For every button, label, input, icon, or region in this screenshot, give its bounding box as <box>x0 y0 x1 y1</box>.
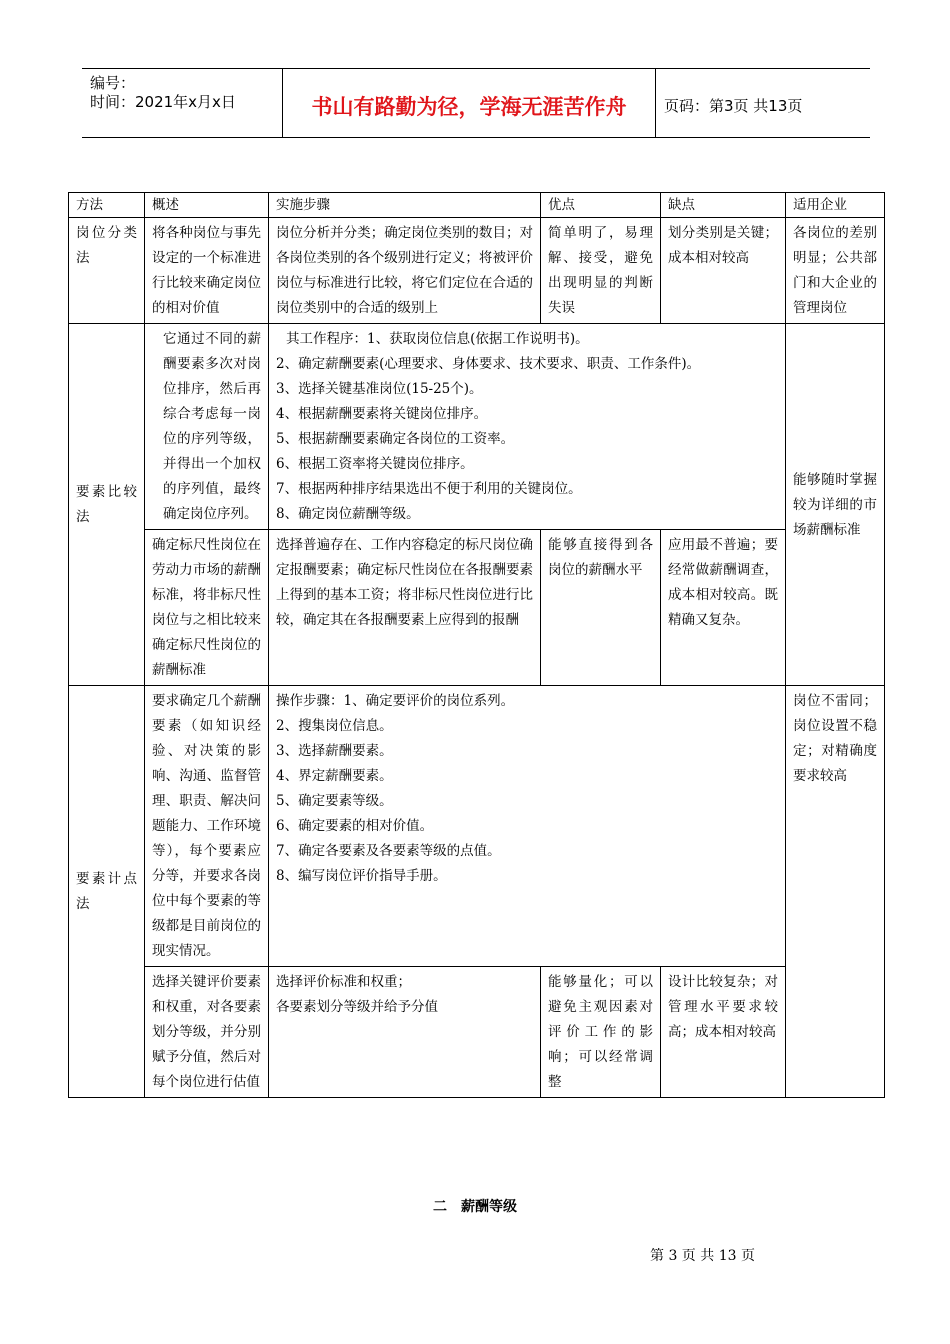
steps-cell: 选择普遍存在、工作内容稳定的标尺岗位确定报酬要素；确定标尺性岗位在各报酬要素上得到的基本工资；将非标尺性岗位进行比较，确定其在各报酬要素上应得到的报酬 <box>269 530 541 686</box>
step-item: 2、确定薪酬要素(心理要求、身体要求、技术要求、职责、工作条件)。 <box>276 356 701 372</box>
pros-cell: 能够直接得到各岗位的薪酬水平 <box>541 530 661 686</box>
column-header: 适用企业 <box>786 193 885 218</box>
step-item: 8、确定岗位薪酬等级。 <box>276 506 420 522</box>
header-page-info: 页码：第3页 共13页 <box>664 97 803 115</box>
summary-cell: 将各种岗位与事先设定的一个标准进行比较来确定岗位的相对价值 <box>145 218 269 324</box>
step-item: 6、根据工资率将关键岗位排序。 <box>276 456 474 472</box>
step-item: 其工作程序：1、获取岗位信息(依据工作说明书)。 <box>286 331 589 347</box>
method-cell: 要素计点法 <box>69 686 145 1098</box>
step-item: 选择评价标准和权重； <box>276 974 411 990</box>
cons-cell: 设计比较复杂；对管理水平要求较高；成本相对较高 <box>661 967 786 1098</box>
column-header: 实施步骤 <box>269 193 541 218</box>
evaluation-methods-table <box>68 192 885 1098</box>
header-motto: 书山有路勤为径，学海无涯苦作舟 <box>311 95 627 119</box>
fit-cell: 各岗位的差别明显；公共部门和大企业的管理岗位 <box>786 218 885 324</box>
steps-cell: 岗位分析并分类；确定岗位类别的数目；对各岗位类别的各个级别进行定义；将被评价岗位与标准进行比较，将它们定位在合适的岗位类别中的合适的级别上 <box>269 218 541 324</box>
number-label: 编号： <box>90 74 136 92</box>
date-line: 时间：2021年x月x日 <box>90 93 236 111</box>
fit-cell: 岗位不雷同；岗位设置不稳定；对精确度要求较高 <box>786 686 885 1098</box>
header-motto-box <box>282 69 656 137</box>
column-header: 缺点 <box>661 193 786 218</box>
summary-cell: 选择关键评价要素和权重，对各要素划分等级，并分别赋予分值，然后对每个岗位进行估值 <box>145 967 269 1098</box>
step-item: 5、根据薪酬要素确定各岗位的工资率。 <box>276 431 515 447</box>
step-item: 4、界定薪酬要素。 <box>276 768 393 784</box>
step-item: 7、根据两种排序结果选出不便于利用的关键岗位。 <box>276 481 582 497</box>
steps-cell <box>269 324 786 530</box>
step-item: 6、确定要素的相对价值。 <box>276 818 434 834</box>
pros-cell: 简单明了，易理解、接受，避免出现明显的判断失误 <box>541 218 661 324</box>
table-row <box>69 686 885 967</box>
summary-cell: 它通过不同的薪酬要素多次对岗位排序，然后再综合考虑每一岗位的序列等级，并得出一个加权的序列值，最终确定岗位序列。 <box>145 324 269 530</box>
table-row <box>69 324 885 530</box>
method-cell: 岗位分类法 <box>69 218 145 324</box>
step-item: 3、选择关键基准岗位(15-25个)。 <box>276 381 483 397</box>
summary-cell: 确定标尺性岗位在劳动力市场的薪酬标准，将非标尺性岗位与之相比较来确定标尺性岗位的薪酬标准 <box>145 530 269 686</box>
column-header: 优点 <box>541 193 661 218</box>
fit-cell: 能够随时掌握较为详细的市场薪酬标准 <box>786 324 885 686</box>
step-item: 各要素划分等级并给予分值 <box>276 999 438 1015</box>
cons-cell: 应用最不普遍；要经常做薪酬调查，成本相对较高。既精确又复杂。 <box>661 530 786 686</box>
section-title: 二 薪酬等级 <box>433 1199 517 1215</box>
table-row <box>69 967 885 1098</box>
step-item: 操作步骤：1、确定要评价的岗位系列。 <box>276 693 515 709</box>
step-item: 3、选择薪酬要素。 <box>276 743 393 759</box>
step-item: 2、搜集岗位信息。 <box>276 718 393 734</box>
table-header-row <box>69 193 885 218</box>
column-header: 方法 <box>69 193 145 218</box>
step-item: 5、确定要素等级。 <box>276 793 393 809</box>
summary-cell: 要求确定几个薪酬要素（如知识经验、对决策的影响、沟通、监督管理、职责、解决问题能力、工作环境等），每个要素应分等，并要求各岗位中每个要素的等级都是目前岗位的现实情况。 <box>145 686 269 967</box>
header-info <box>82 69 282 137</box>
steps-cell <box>269 686 786 967</box>
column-header: 概述 <box>145 193 269 218</box>
page-footer: 第 3 页 共 13 页 <box>650 1248 755 1264</box>
steps-cell <box>269 967 541 1098</box>
table-row <box>69 530 885 686</box>
step-item: 8、编写岗位评价指导手册。 <box>276 868 447 884</box>
table-row <box>69 218 885 324</box>
step-item: 7、确定各要素及各要素等级的点值。 <box>276 843 501 859</box>
cons-cell: 划分类别是关键；成本相对较高 <box>661 218 786 324</box>
page-header <box>82 68 870 138</box>
method-cell: 要素比较法 <box>69 324 145 686</box>
pros-cell: 能够量化；可以避免主观因素对评价工作的影响；可以经常调整 <box>541 967 661 1098</box>
step-item: 4、根据薪酬要素将关键岗位排序。 <box>276 406 488 422</box>
